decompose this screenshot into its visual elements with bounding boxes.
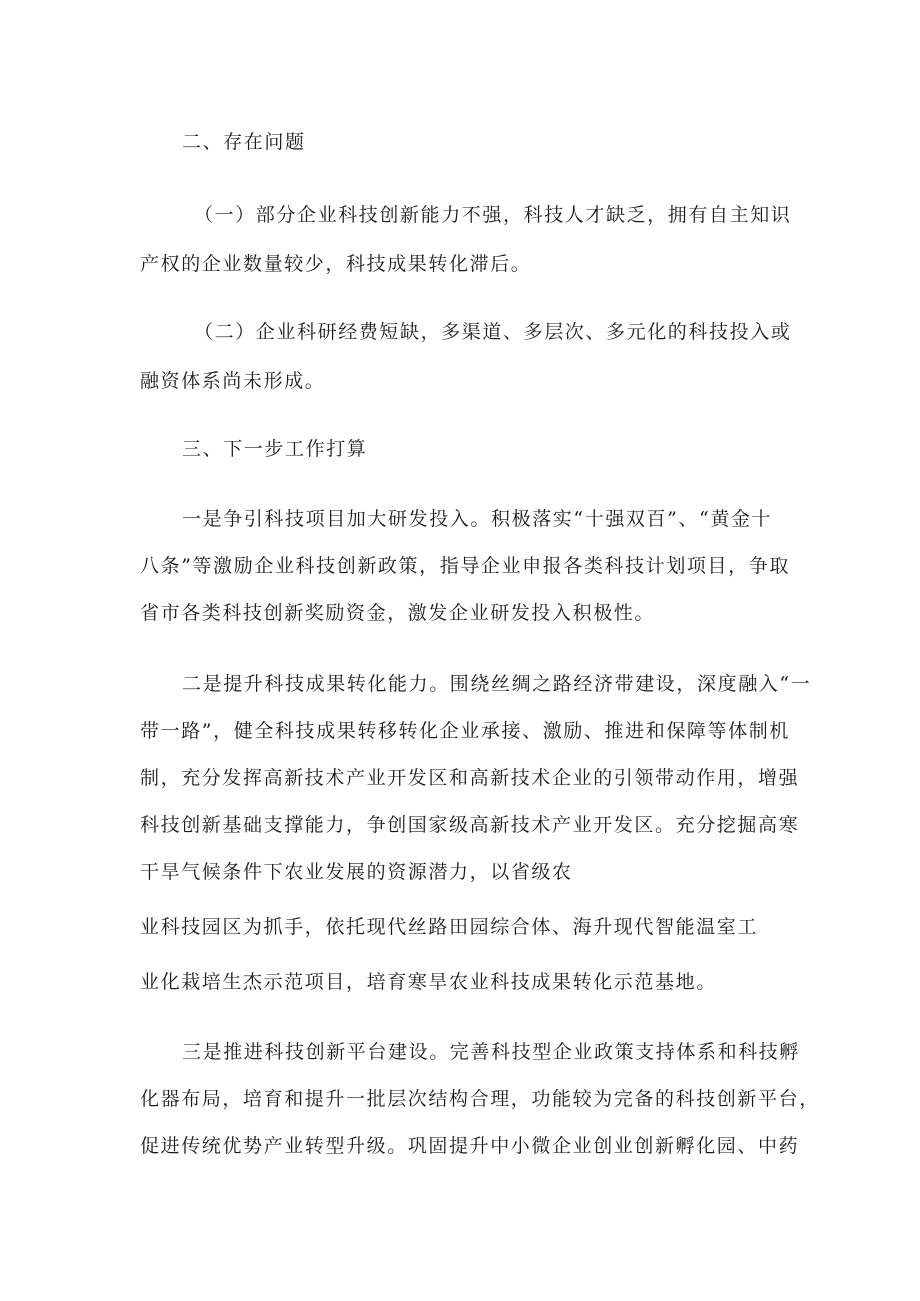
paragraph-line: （一）部分企业科技创新能力不强，科技人才缺乏，拥有自主知识 <box>194 204 792 226</box>
paragraph-line: 带一路”，健全科技成果转移转化企业承接、激励、推进和保障等体制机 <box>140 720 790 742</box>
paragraph-line: 科技创新基础支撑能力，争创国家级高新技术产业开发区。充分挖掘高寒 <box>140 814 800 836</box>
paragraph-line: 业科技园区为抓手，依托现代丝路田园综合体、海升现代智能温室工 <box>140 916 759 938</box>
paragraph-line: 干旱气候条件下农业发展的资源潜力，以省级农 <box>140 861 573 883</box>
section-heading-problems: 二、存在问题 <box>182 131 306 153</box>
paragraph-line: 一是争引科技项目加大研发投入。积极落实“十强双百”、“黄金十 <box>182 508 773 530</box>
paragraph-line: 促进传统优势产业转型升级。巩固提升中小微企业创业创新孵化园、中药 <box>140 1135 800 1157</box>
paragraph-line: 业化栽培生杰示范项目，培育寒旱农业科技成果转化示范基地。 <box>140 971 717 993</box>
paragraph-line: 产权的企业数量较少，科技成果转化滞后。 <box>140 253 532 275</box>
paragraph-line: （二）企业科研经费短缺，多渠道、多层次、多元化的科技投入或 <box>194 321 792 343</box>
paragraph-line: 化器布局，培育和提升一批层次结构合理，功能较为完备的科技创新平台， <box>140 1088 820 1110</box>
paragraph-line: 二是提升科技成果转化能力。围绕丝绸之路经济带建设，深度融入“一 <box>182 673 812 695</box>
paragraph-line: 八条”等激励企业科技创新政策，指导企业申报各类科技计划项目，争取 <box>140 555 790 577</box>
section-heading-next-steps: 三、下一步工作打算 <box>182 438 368 460</box>
paragraph-line: 融资体系尚未形成。 <box>140 370 326 392</box>
paragraph-line: 三是推进科技创新平台建设。完善科技型企业政策支持体系和科技孵 <box>182 1041 801 1063</box>
paragraph-line: 制，充分发挥高新技术产业开发区和高新技术企业的引领带动作用，增强 <box>140 767 800 789</box>
paragraph-line: 省市各类科技创新奖励资金，激发企业研发投入积极性。 <box>140 602 656 624</box>
